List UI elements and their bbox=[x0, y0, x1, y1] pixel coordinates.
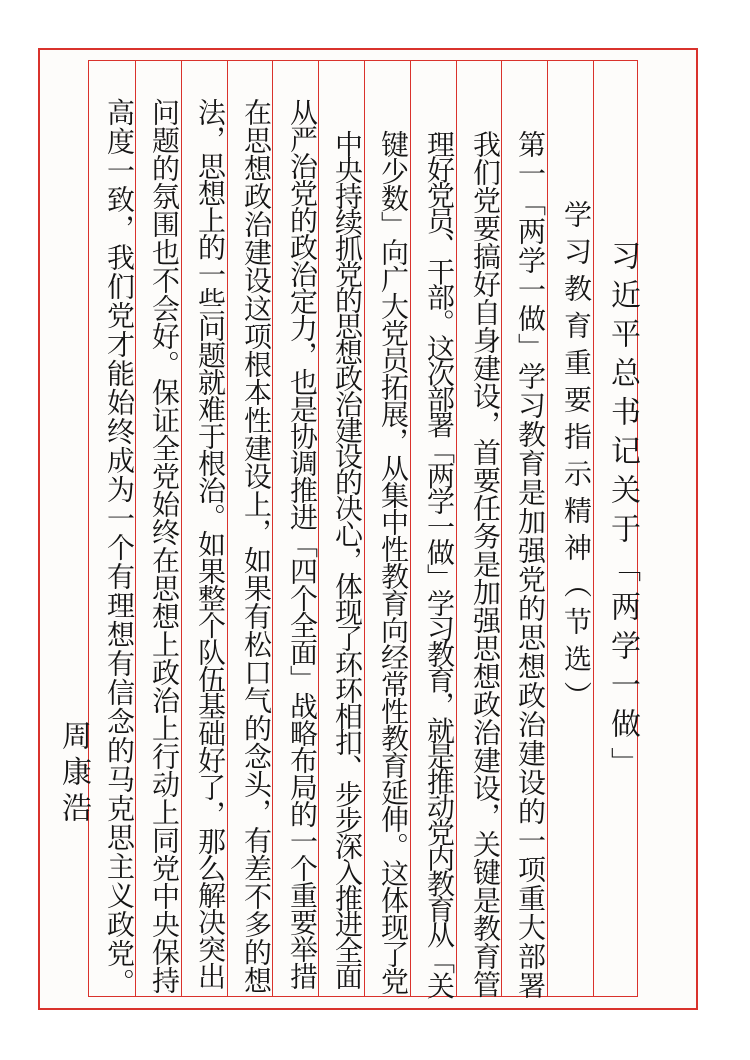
text-line-10: 高度一致，我们党才能始终成为一个有理想有信念的马克思主义政党。 bbox=[103, 98, 136, 997]
text-line-2: 我们党要搞好自身建设，首要任务是加强思想政治建设，关键是教育管 bbox=[469, 130, 502, 998]
text-line-1: 第一「两学一做」学习教育是加强党的思想政治建设的一项重大部署 bbox=[514, 130, 547, 1000]
text-line-9: 问题的氛围也不会好。保证全党始终在思想上政治上行动上同党中央保持 bbox=[148, 98, 181, 994]
text-line-5: 中央持续抓党的思想政治建设的决心，体现了环环相扣、步步深入推进全面 bbox=[331, 130, 364, 988]
document-subtitle: 学习教育重要指示精神（节选） bbox=[560, 200, 593, 718]
text-line-4: 键少数」向广大党员拓展，从集中性教育向经常性教育延伸。这体现了党 bbox=[377, 130, 410, 994]
document-title: 习近平总书记关于「两学一做」 bbox=[605, 240, 640, 786]
signature: 周康浩 bbox=[56, 720, 91, 828]
text-line-8: 法，思想上的一些问题就难于根治。如果整个队伍基础好了，那么解决突出 bbox=[194, 98, 227, 989]
text-line-3: 理好党员、干部。这次部署「两学一做」学习教育，就是推动党内教育从「关 bbox=[423, 130, 456, 997]
text-line-6: 从严治党的政治定力，也是协调推进「四个全面」战略布局的一个重要举措 bbox=[286, 98, 319, 989]
text-line-7: 在思想政治建设这项根本性建设上，如果有松口气的念头，有差不多的想 bbox=[240, 98, 273, 994]
